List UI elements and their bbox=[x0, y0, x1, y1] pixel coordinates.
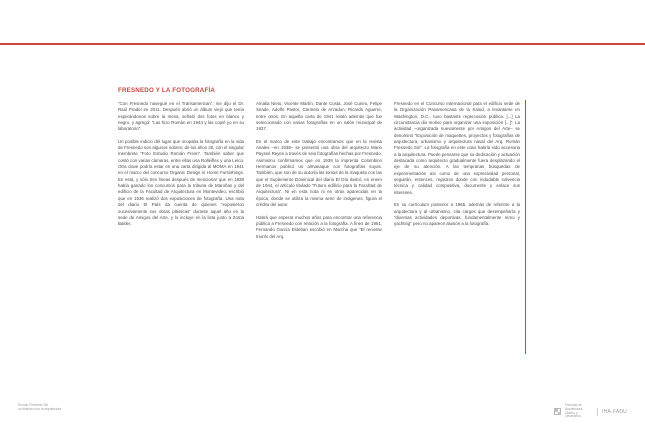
footer-title: Román Fresnedo Siri bbox=[18, 403, 49, 407]
column-divider bbox=[525, 100, 526, 354]
text-column-2 bbox=[256, 101, 382, 246]
footer-publication bbox=[18, 403, 61, 411]
institute-logo: IHA·FADU bbox=[602, 408, 627, 415]
paragraph: En su currículum posterior a 1965, además de referirse a la arquitectura y al urbanismo, cita cargos que desempeñaría y “diversas actividades deportivas, fundamentalmente remo y yachting” pero no aparece alusión a la fotografía. bbox=[394, 202, 520, 227]
footer-subtitle: un itinerario por la arquitectura bbox=[18, 407, 62, 412]
footer-logos bbox=[554, 404, 627, 419]
section-title: FRESNEDO Y LA FOTOGRAFÍA bbox=[118, 87, 216, 94]
header-accent-rule bbox=[0, 43, 645, 45]
text-column-3 bbox=[394, 101, 520, 234]
text-column-1 bbox=[118, 101, 244, 234]
paragraph: Amalia Nieto, Vicente Martín, Dante Costa, José Cuneo, Felipe Seade, Adolfo Pastor, Carmelo de Arzadun, Ricardo Aguerre, entre otros. En aquella carta de 1941 relató además que fue seleccionado con varias fotografías en un salón municipal de 1937. bbox=[256, 101, 382, 132]
logo-separator bbox=[597, 408, 598, 416]
paragraph: Habrá que esperar muchos años para encontrar una referencia pública a Fresnedo con relación a la fotografía. A fines de 1961, Fernando García Esteban escribió en Marcha que “El reciente triunfo del Arq. bbox=[256, 214, 382, 239]
faculty-name: Facultad de Arquitectura, Diseño y Urbanismo bbox=[565, 403, 584, 419]
faculty-logo-icon bbox=[554, 408, 561, 415]
paragraph: “Con Fresnedo navegué en el Transamerican”, me dijo el Dr. Raúl Pradel en 2011. Después abrió un álbum viejo que tenía esperándonos sobre la mesa, señaló dos fotos en blanco y negro, y agregó: “Las hizo Román en 1944 y las copié yo en su laboratorio”. bbox=[118, 101, 244, 132]
paragraph: En el marco de este trabajo encontramos que en la revista Anales –en 1938– se presentó una obra del arquitecto Mario Payssé Reyes a través de seis fotografías hechas por Fresnedo. Asimismo confirmamos que en 1939 la imprenta Colombino Hermanos publicó un almanaque con fotografías suyas. También, que son de su autoría las tomas de la maqueta con las que el Suplemento Dominical del diario El Día ilustró, en enero de 1944, el artículo titulado “Futuro edificio para la Facultad de Arquitectura”. Ni en esta nota ni en otras aparecidas en la época, donde se utiliza la misma serie de imágenes, figura el crédito del autor. bbox=[256, 138, 382, 208]
paragraph: Fresnedo en el Concurso Internacional para el edificio sede de la Organización Panamericana de la Salud, a levantarse en Washington, D.C., tuvo bastante repercusión pública. [...] La circunstancia dio motivo para organizar una exposición [...]”. La actividad –organizada nuevamente por Amigos del Arte– se denominó “Exposición de maquettes, proyectos y fotografías de arquitectura, urbanismo y arquitectura naval del Arq. Román Fresnedo Siri”. La fotografía en este caso habría sido accesoria a la arquitectura. Puede pensarse que su dedicación y actuación destacada como arquitecto gradualmente fuera desplazando el eje de su atención. A las tempranas búsquedas de experimentación así como de una expresividad personal, seguirán, entonces, registros donde con indudable solvencia técnica y calidad compositiva, documente y enlace sus intereses. bbox=[394, 101, 520, 195]
paragraph: Un posible indicio del lugar que ocupaba la fotografía en la vida de Fresnedo son algunos sobres, de los años 30, con el singular membrete “Foto Estudio Román Fresn”. También saber que contó con varias cámaras, entre ellas una Rolleiflex y una Leica. Otra clave podría estar en una carta dirigida al MOMA en 1941 en el marco del concurso Organic Design in Home Furnishings. En esta, y sólo tres líneas después de mencionar que en 1938 había ganado los concursos para la tribuna de Maroñas y del edificio de la Facultad de Arquitectura en Montevideo, escribió que en 1936 realizó dos exposiciones de fotografía. Una nota del diario El País da cuenta de quienes “expusieron sucesivamente sus obras plásticas” durante aquel año en la sede de Amigos del Arte, y lo incluye en la lista junto a Zoma Baitler, bbox=[118, 138, 244, 227]
